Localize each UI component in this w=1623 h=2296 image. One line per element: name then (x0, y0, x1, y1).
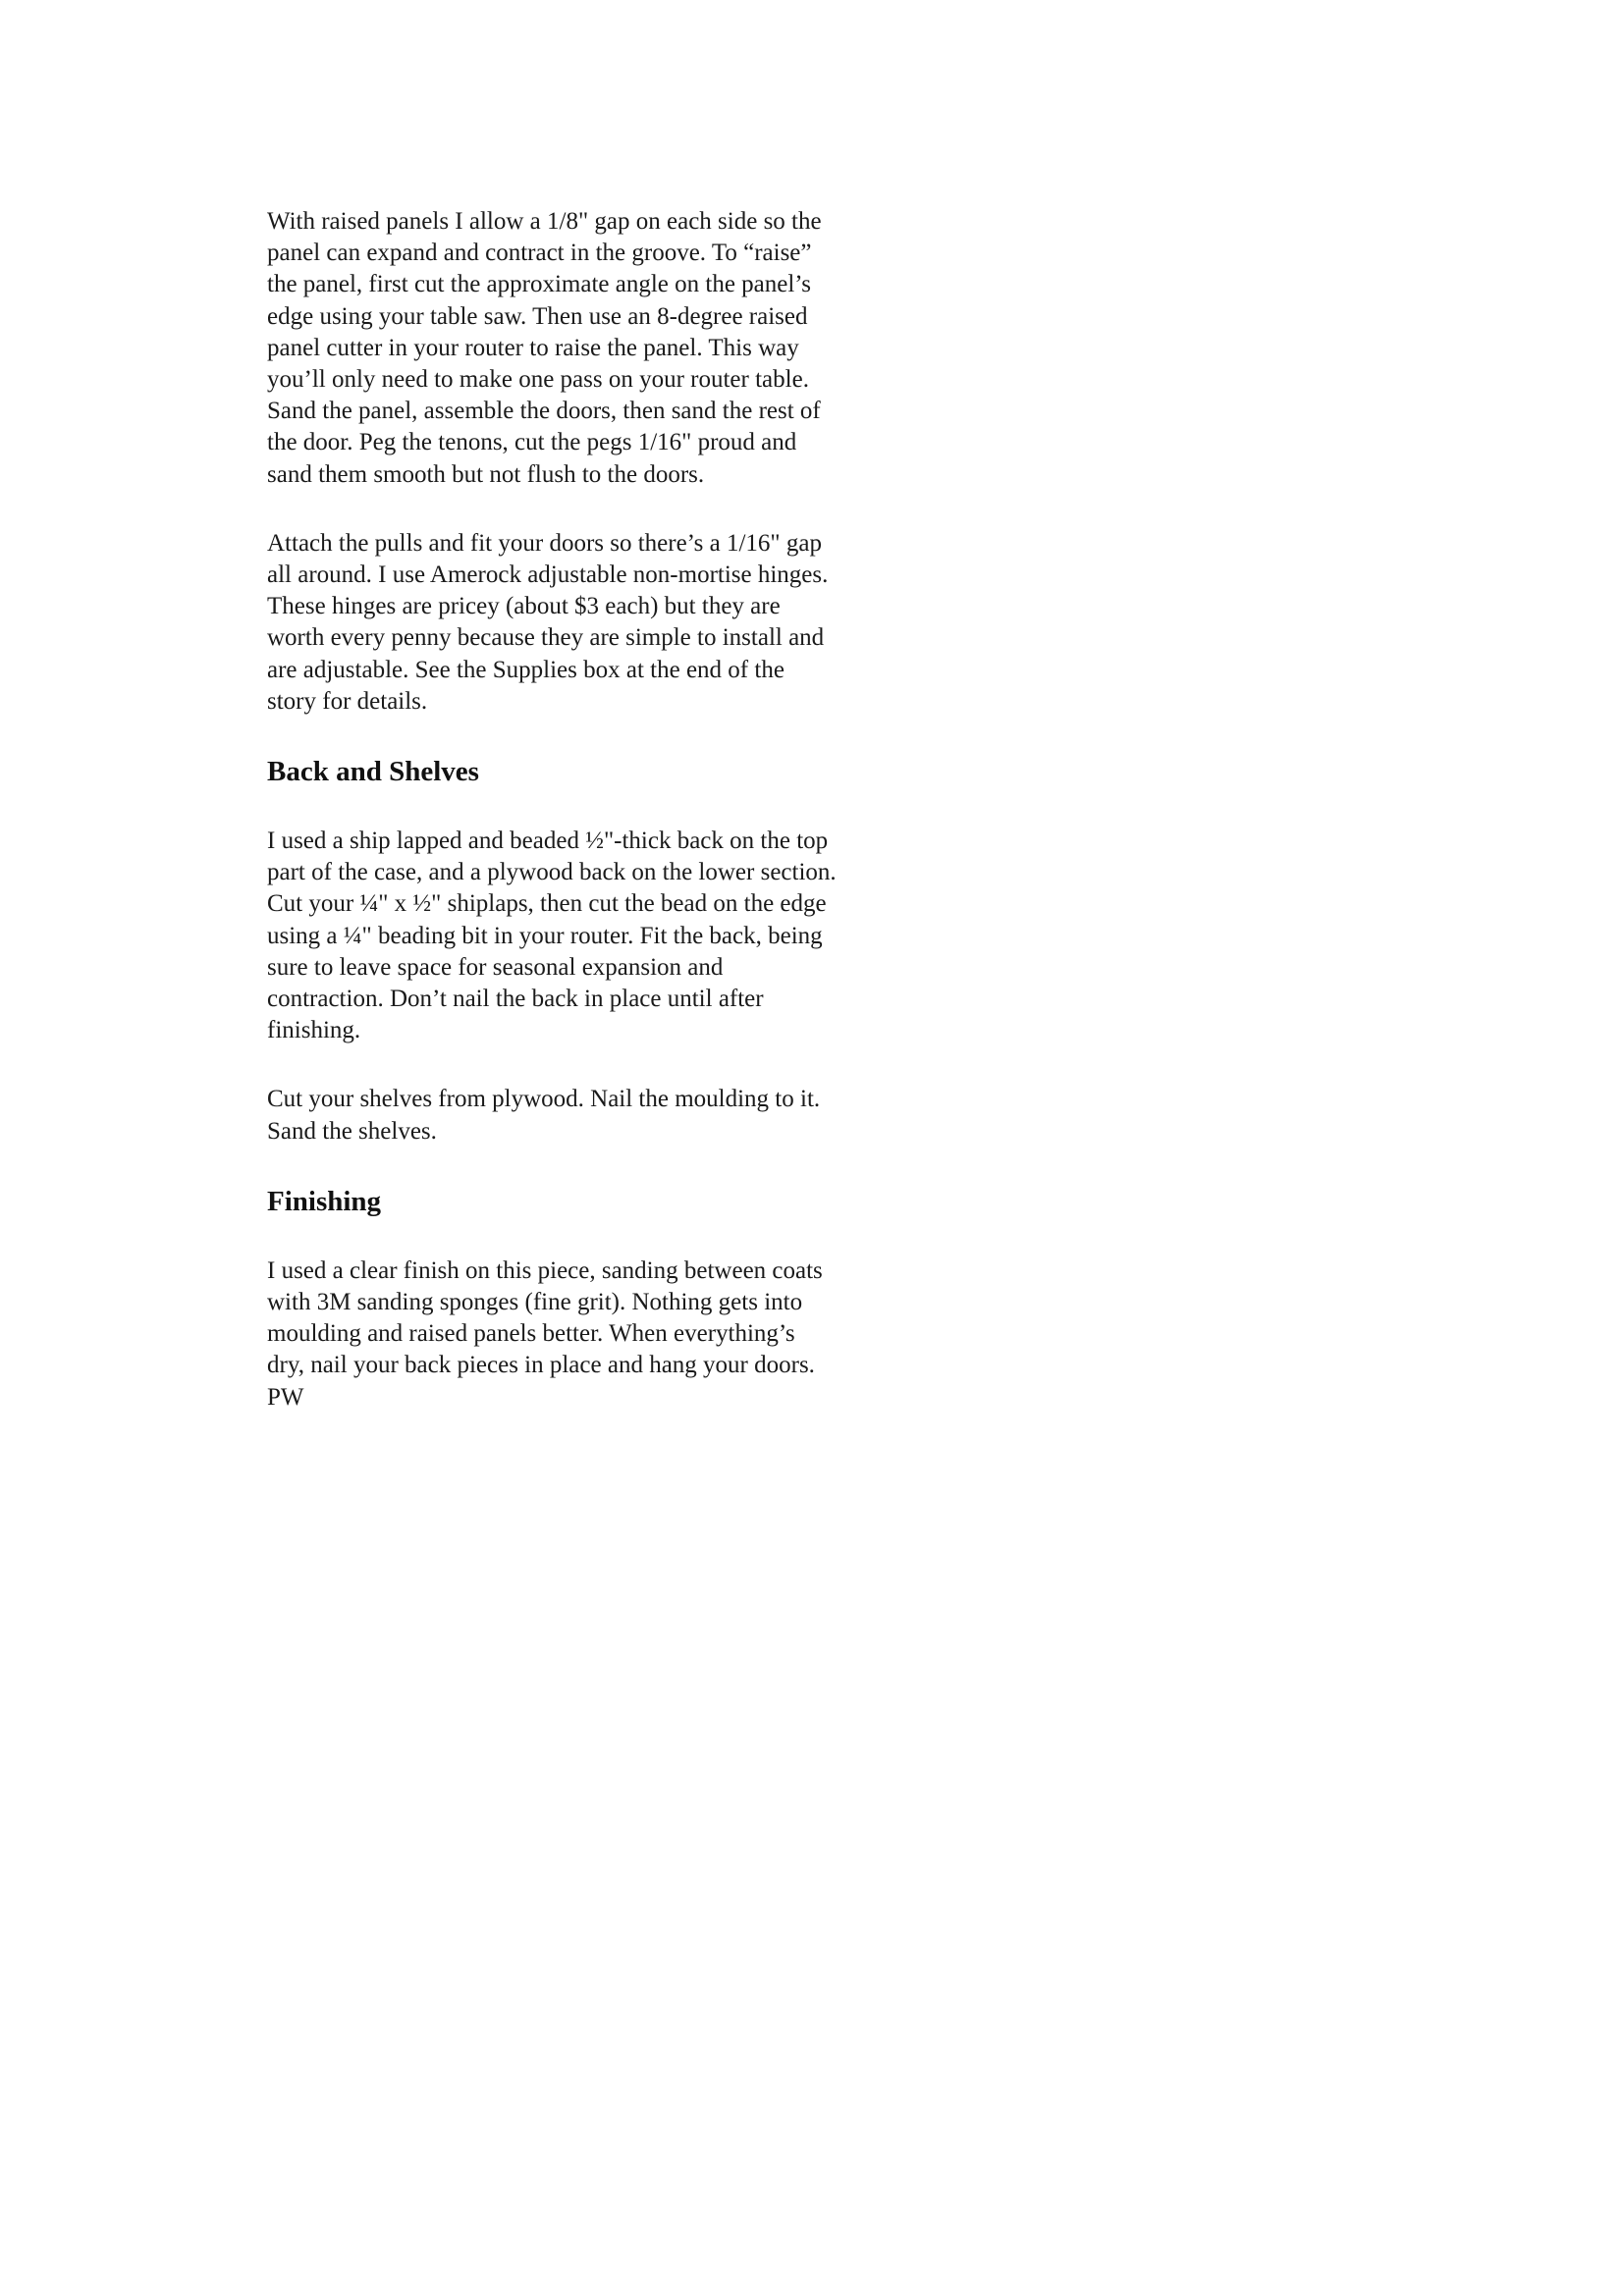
text-line: you’ll only need to make one pass on your router table. (267, 366, 809, 394)
text-line: contraction. Don’t nail the back in place until after (267, 986, 764, 1013)
text-line: PW (267, 1383, 304, 1411)
paragraph-back (267, 826, 935, 1046)
paragraph-finishing (267, 1255, 935, 1414)
text-line: all around. I use Amerock adjustable non-mortise hinges. (267, 561, 829, 589)
text-line: With raised panels I allow a 1/8" gap on each side so the (267, 208, 822, 235)
text-line: worth every penny because they are simple to install and (267, 624, 825, 652)
text-line: Attach the pulls and fit your doors so there’s a 1/16" gap (267, 529, 822, 557)
text-line: sand them smooth but not flush to the doors. (267, 460, 705, 488)
text-line: These hinges are pricey (about $3 each) but they are (267, 593, 781, 620)
text-line: the door. Peg the tenons, cut the pegs 1/16" proud and (267, 429, 797, 456)
text-line: part of the case, and a plywood back on the lower section. (267, 859, 837, 886)
text-line: finishing. (267, 1017, 361, 1044)
text-line: the panel, first cut the approximate angle on the panel’s (267, 271, 811, 298)
paragraph-shelves (267, 1084, 935, 1147)
text-line: using a ¼" beading bit in your router. Fit the back, being (267, 922, 823, 949)
text-line: panel cutter in your router to raise the panel. This way (267, 334, 799, 361)
text-line: with 3M sanding sponges (fine grit). Nothing gets into (267, 1289, 803, 1316)
text-line: Cut your shelves from plywood. Nail the moulding to it. (267, 1086, 821, 1113)
paragraph-raised-panels (267, 206, 935, 491)
text-line: moulding and raised panels better. When everything’s (267, 1320, 795, 1348)
section-heading-back-and-shelves: Back and Shelves (267, 756, 479, 788)
document-page (267, 206, 935, 1451)
text-line: Sand the shelves. (267, 1117, 437, 1145)
text-line: story for details. (267, 687, 428, 715)
text-line: edge using your table saw. Then use an 8-degree raised (267, 302, 808, 330)
text-line: panel can expand and contract in the groove. To “raise” (267, 240, 812, 267)
text-line: sure to leave space for seasonal expansion and (267, 953, 724, 981)
paragraph-hinges (267, 528, 935, 718)
text-line: I used a clear finish on this piece, sanding between coats (267, 1256, 823, 1284)
section-heading-finishing: Finishing (267, 1185, 382, 1217)
text-line: dry, nail your back pieces in place and hang your doors. (267, 1352, 815, 1379)
text-line: Sand the panel, assemble the doors, then sand the rest of (267, 398, 821, 425)
text-line: are adjustable. See the Supplies box at the end of the (267, 656, 784, 683)
text-line: I used a ship lapped and beaded ½"-thick back on the top (267, 828, 829, 855)
text-line: Cut your ¼" x ½" shiplaps, then cut the bead on the edge (267, 890, 827, 918)
